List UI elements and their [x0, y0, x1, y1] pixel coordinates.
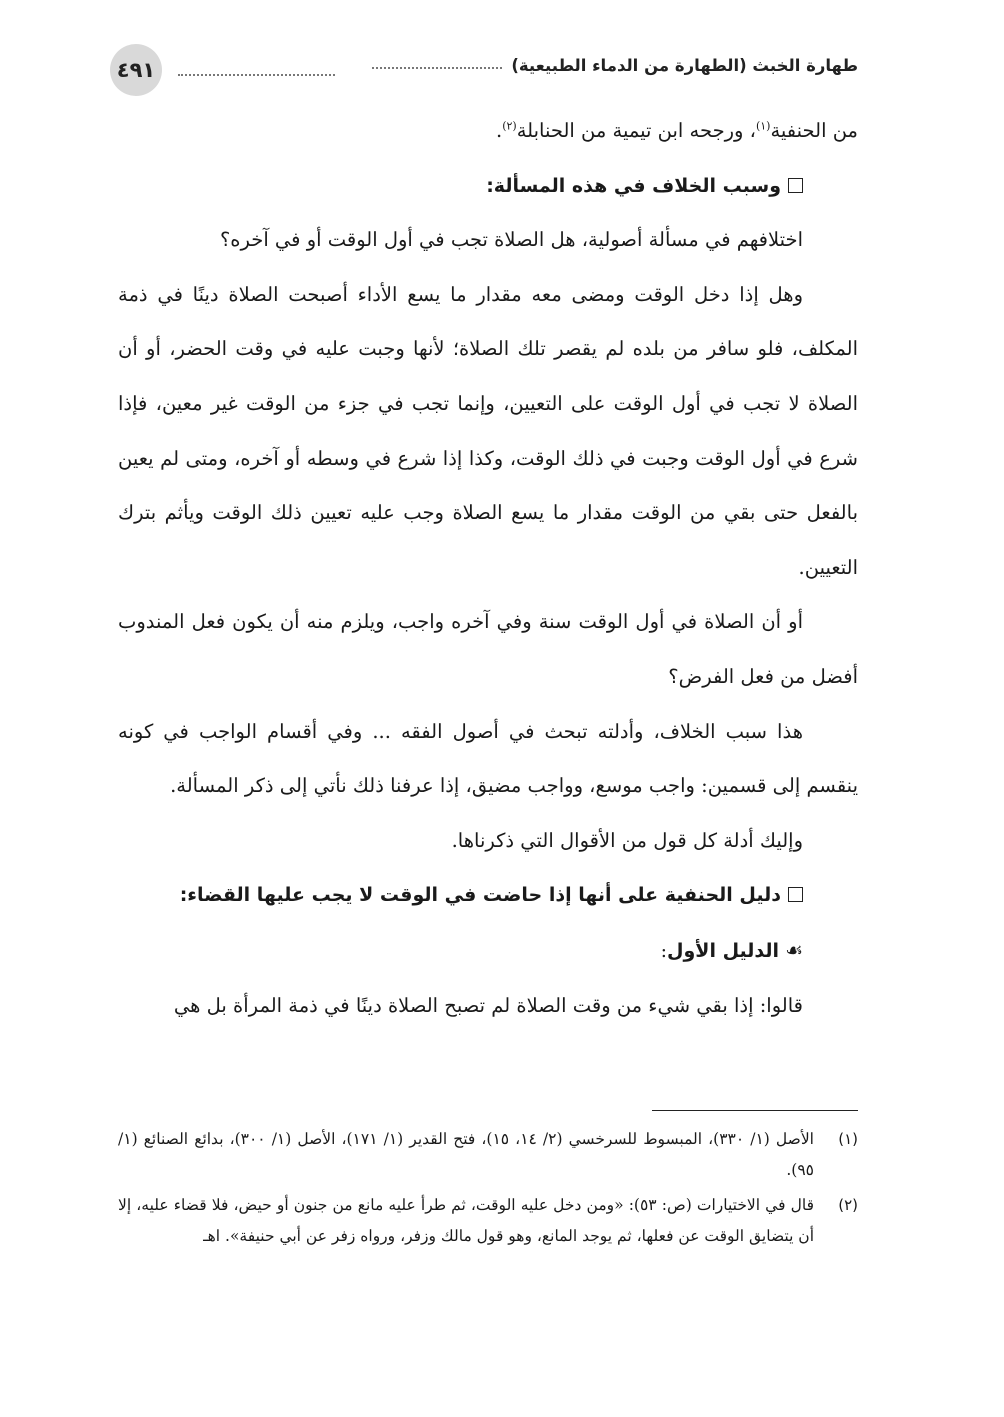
square-bullet-icon [788, 887, 803, 902]
section-heading: دليل الحنفية على أنها إذا حاضت في الوقت لا يجب عليها القضاء: [118, 868, 858, 923]
footnote-number: (٢) [838, 1196, 858, 1214]
paragraph: قالوا: إذا بقي شيء من وقت الصلاة لم تصبح الصلاة دينًا في ذمة المرأة بل هي [173, 993, 803, 1017]
footnote-number: (١) [838, 1130, 858, 1148]
paragraph: وإليك أدلة كل قول من الأقوال التي ذكرناها. [451, 828, 803, 852]
footnote [118, 1124, 858, 1186]
square-bullet-icon [788, 178, 803, 193]
footnote-separator [652, 1110, 858, 1111]
footnote-text: قال في الاختيارات (ص: ٥٣): «ومن دخل عليه الوقت، ثم طرأ عليه مانع من جنون أو حيض، فلا قضاء عليه، إلا أن يتضايق الوقت عن فعلها، ثم يوجد المانع، وهو قول مالك وزفر، ورواه زفر عن أبي حنيفة». اهـ [118, 1196, 814, 1245]
leaf-ornament-icon: ☙ [785, 937, 803, 962]
page-number: ٤٩١ [110, 44, 162, 96]
footnote-ref[interactable]: (٢) [502, 119, 517, 133]
running-title [372, 56, 858, 75]
section-heading: وسبب الخلاف في هذه المسألة: [118, 159, 858, 214]
running-title-text: طهارة الخبث (الطهارة من الدماء الطبيعية) [511, 56, 858, 75]
sub-heading: ☙الدليل الأول: [118, 923, 858, 979]
running-header [110, 44, 858, 96]
footnotes [118, 1124, 858, 1256]
main-text [118, 104, 858, 1033]
paragraph: وهل إذا دخل الوقت ومضى معه مقدار ما يسع الأداء أصبحت الصلاة دينًا في ذمة المكلف، فلو سافر من بلده لم يقصر تلك الصلاة؛ لأنها وجبت عليه في وقت الحضر، أو أن الصلاة لا تجب في أول الوقت على التعيين، وإنما تجب في جزء من الوقت غير معين، فإذا شرع في أول الوقت وجبت في ذلك الوقت، وكذا إذا شرع في وسطه أو آخره، ومتى لم يعين بالفعل حتى بقي من الوقت مقدار ما يسع الصلاة وجب عليه تعيين ذلك الوقت ويأثم بترك التعيين. [118, 282, 858, 579]
header-dots-left [178, 74, 335, 76]
paragraph: من الحنفية$^{(١)}$، ورجحه ابن تيمية من الحنابلة$^{(٢)}$. [496, 119, 858, 142]
footnote [118, 1190, 858, 1252]
paragraph: هذا سبب الخلاف، وأدلته تبحث في أصول الفقه ... وفي أقسام الواجب في كونه ينقسم إلى قسمين: واجب موسع، وواجب مضيق، إذا عرفنا ذلك نأتي إلى ذكر المسألة. [118, 719, 858, 798]
header-dots-right [372, 67, 502, 69]
paragraph: اختلافهم في مسألة أصولية، هل الصلاة تجب في أول الوقت أو في آخره؟ [219, 228, 803, 252]
footnote-text: الأصل (١/ ٣٣٠)، المبسوط للسرخسي (٢/ ١٤، ١٥)، فتح القدير (١/ ١٧١)، الأصل (١/ ٣٠٠)، بدائع الصنائع (١/ ٩٥). [118, 1130, 814, 1179]
footnote-ref[interactable]: (١) [755, 119, 771, 133]
paragraph: أو أن الصلاة في أول الوقت سنة وفي آخره واجب، ويلزم منه أن يكون فعل المندوب أفضل من فعل الفرض؟ [118, 610, 858, 688]
